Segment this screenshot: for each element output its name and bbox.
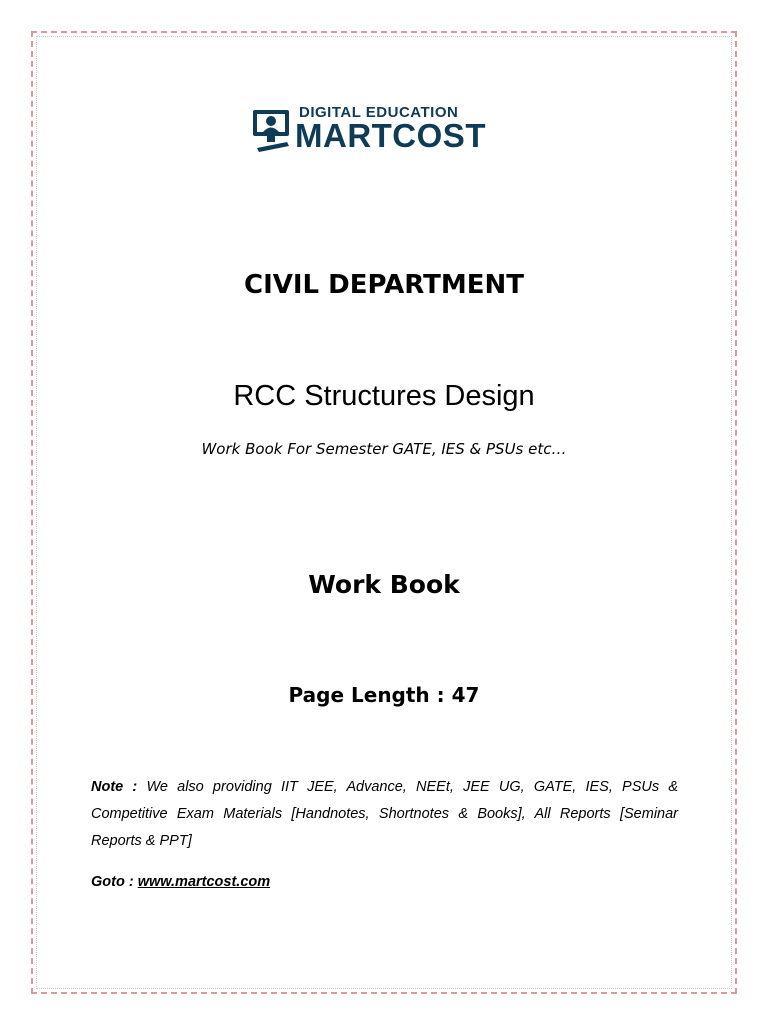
document-subtitle: Work Book For Semester GATE, IES & PSUs etc…	[201, 440, 567, 458]
page-length: Page Length : 47	[288, 683, 480, 707]
goto-label: Goto :	[91, 874, 134, 890]
goto-line	[91, 874, 270, 890]
logo-tagline: DIGITAL EDUCATION	[299, 104, 459, 121]
book-type-heading: Work Book	[308, 570, 460, 599]
logo-name: MARTCOST	[295, 117, 486, 154]
monitor-icon	[249, 106, 295, 152]
note-paragraph	[91, 774, 678, 855]
martcost-logo	[249, 104, 505, 156]
note-text: We also providing IIT JEE, Advance, NEEt, JEE UG, GATE, IES, PSUs & Competitive Exam Materials [Handnotes, Shortnotes & Books], All Reports [Seminar Reports & PPT]	[91, 779, 678, 849]
website-link[interactable]: www.martcost.com	[137, 874, 271, 890]
document-title: RCC Structures Design	[233, 380, 535, 412]
note-label: Note :	[91, 779, 138, 795]
department-heading: CIVIL DEPARTMENT	[243, 270, 525, 300]
